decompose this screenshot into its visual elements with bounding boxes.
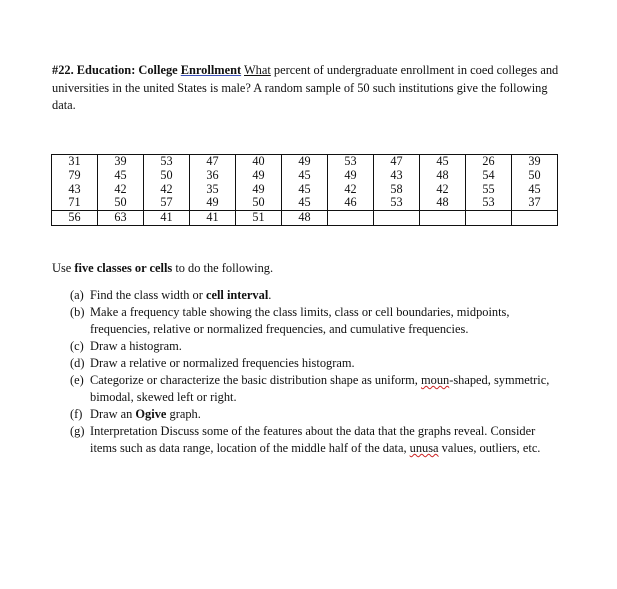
table-cell: 42: [144, 183, 190, 197]
task-text: Categorize or characterize the basic distribution shape as uniform,: [90, 373, 421, 387]
table-cell: [466, 211, 512, 226]
table-cell: 42: [328, 183, 374, 197]
task-text: Draw an: [90, 407, 136, 421]
problem-number: #22.: [52, 63, 74, 77]
task-bold: Ogive: [135, 407, 167, 421]
task-marker: (d): [70, 356, 85, 370]
table-cell: 47: [374, 155, 420, 169]
table-cell: [512, 211, 558, 226]
table-cell: 45: [282, 169, 328, 183]
task-g: [70, 423, 562, 457]
table-cell: 50: [512, 169, 558, 183]
table-cell: 49: [236, 169, 282, 183]
table-cell: 46: [328, 196, 374, 210]
spelling-flag[interactable]: moun: [420, 373, 450, 387]
table-cell: 43: [374, 169, 420, 183]
task-text-after: -shaped, symmetric, bimodal, skewed left or right.: [90, 373, 550, 404]
instruction-suffix: to do the following.: [172, 261, 274, 275]
table-cell: 49: [190, 196, 236, 210]
table-cell: 53: [144, 155, 190, 169]
table-cell: 45: [282, 196, 328, 210]
table-row: [52, 155, 558, 169]
task-e: [70, 372, 562, 406]
instruction-text: [52, 260, 273, 277]
table-cell: 39: [98, 155, 144, 169]
table-cell: 41: [190, 211, 236, 226]
table-cell: 45: [98, 169, 144, 183]
table-cell: 42: [98, 183, 144, 197]
instruction-prefix: Use: [52, 261, 75, 275]
problem-topic: Education: College: [76, 63, 178, 77]
question-text: percent of undergraduate enrollment in coed colleges and universities in the united States is male? A random sample of 50 such institutions give the following data.: [52, 63, 559, 112]
task-b: [70, 304, 562, 338]
table-cell: 63: [98, 211, 144, 226]
table-cell: 54: [466, 169, 512, 183]
task-text: Make a frequency table showing the class limits, class or cell boundaries, midpoints, frequencies, relative or normalized frequencies, and cumulative frequencies.: [90, 305, 510, 336]
task-marker: (b): [70, 305, 85, 319]
table-cell: 79: [52, 169, 98, 183]
table-cell: 49: [236, 183, 282, 197]
table-cell: 31: [52, 155, 98, 169]
table-cell: 48: [420, 196, 466, 210]
question-word: What: [243, 63, 271, 77]
task-marker: (c): [70, 339, 84, 353]
table-cell: 45: [512, 183, 558, 197]
table-cell: 50: [144, 169, 190, 183]
table-cell: 50: [236, 196, 282, 210]
table-cell: 50: [98, 196, 144, 210]
task-marker: (a): [70, 288, 84, 302]
table-cell: 53: [466, 196, 512, 210]
table-cell: [374, 211, 420, 226]
task-a: [70, 287, 562, 304]
task-end: graph.: [166, 407, 201, 421]
task-marker: (f): [70, 407, 83, 421]
table-cell: 53: [374, 196, 420, 210]
table-cell: 41: [144, 211, 190, 226]
table-cell: 56: [52, 211, 98, 226]
table-cell: 48: [420, 169, 466, 183]
spelling-flag[interactable]: unusa: [409, 441, 439, 455]
table-cell: 37: [512, 196, 558, 210]
table-row: [52, 211, 558, 226]
task-marker: (g): [70, 424, 85, 438]
table-row: [52, 196, 558, 210]
task-text: Draw a relative or normalized frequencies histogram.: [90, 356, 355, 370]
table-cell: 35: [190, 183, 236, 197]
task-text: Find the class width or: [90, 288, 206, 302]
table-cell: 55: [466, 183, 512, 197]
table-cell: 49: [328, 169, 374, 183]
table-cell: 58: [374, 183, 420, 197]
table-cell: [328, 211, 374, 226]
table-cell: 36: [190, 169, 236, 183]
table-cell: 42: [420, 183, 466, 197]
table-row: [52, 183, 558, 197]
table-cell: 45: [420, 155, 466, 169]
task-text: Interpretation Discuss some of the features about the data that the graphs reveal. Consider items such as data range, location of the middle half of the data,: [90, 424, 536, 455]
table-cell: 26: [466, 155, 512, 169]
table-cell: 57: [144, 196, 190, 210]
table-cell: 51: [236, 211, 282, 226]
data-table: [51, 154, 558, 226]
instruction-bold: five classes or cells: [74, 261, 173, 275]
table-cell: 45: [282, 183, 328, 197]
problem-statement: [52, 62, 562, 115]
task-text-after: values, outliers, etc.: [438, 441, 541, 455]
table-row: [52, 169, 558, 183]
task-list: [70, 287, 562, 457]
task-bold: cell interval: [205, 288, 269, 302]
table-cell: 40: [236, 155, 282, 169]
task-f: [70, 406, 562, 423]
problem-keyword: Enrollment: [180, 63, 242, 77]
table-cell: 39: [512, 155, 558, 169]
table-cell: 48: [282, 211, 328, 226]
table-cell: 43: [52, 183, 98, 197]
task-c: [70, 338, 562, 355]
table-cell: 49: [282, 155, 328, 169]
table-cell: 53: [328, 155, 374, 169]
task-end: .: [268, 288, 272, 302]
task-d: [70, 355, 562, 372]
task-marker: (e): [70, 373, 84, 387]
task-text: Draw a histogram.: [90, 339, 182, 353]
table-cell: 71: [52, 196, 98, 210]
table-cell: [420, 211, 466, 226]
table-cell: 47: [190, 155, 236, 169]
